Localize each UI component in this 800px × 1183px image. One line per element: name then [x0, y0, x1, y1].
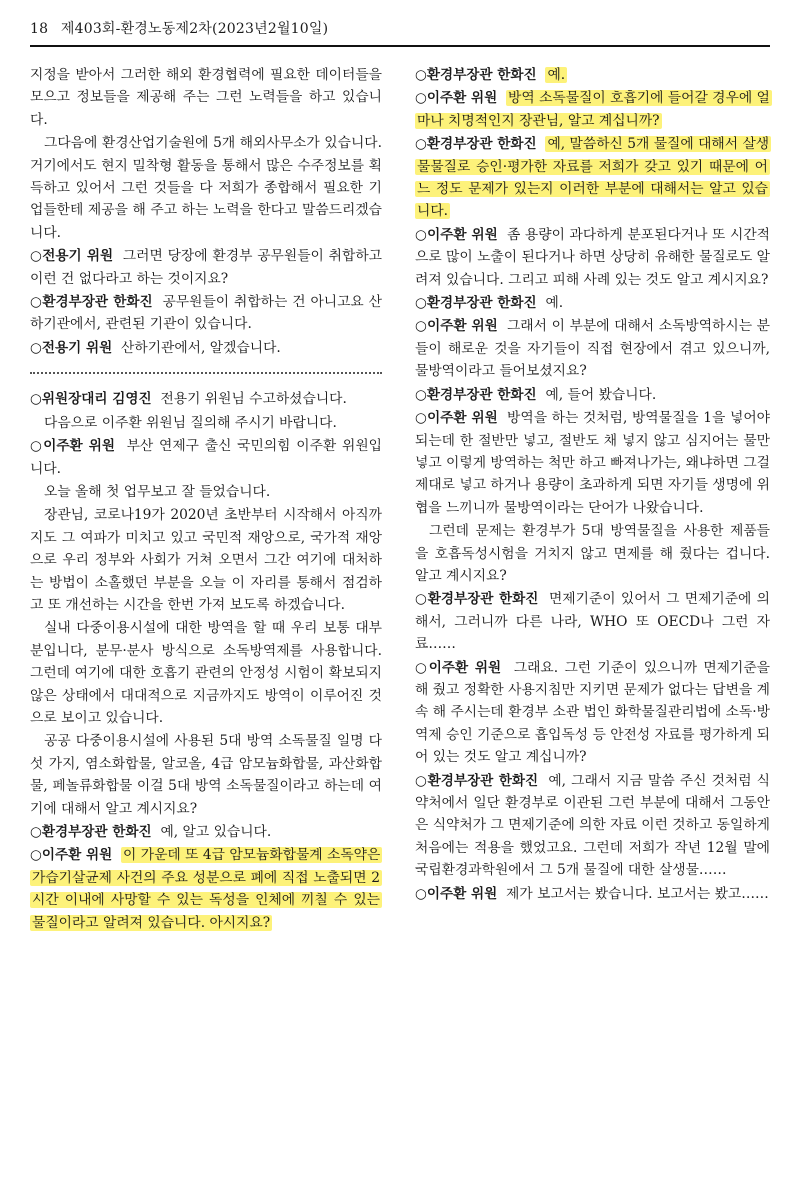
speech-paragraph: [415, 588, 770, 655]
speech-text: 전용기 위원님 수고하셨습니다.: [160, 391, 347, 408]
speech-paragraph: [415, 87, 770, 132]
session-title: 제403회-환경노동제2차(2023년2월10일): [60, 21, 329, 37]
speaker-name: ○이주환 위원: [30, 438, 116, 455]
highlighted-text: 예.: [547, 67, 566, 83]
paragraph: 실내 다중이용시설에 대한 방역을 할 때 우리 보통 대부분입니다, 분무·분사 방식으로 소독방역제를 사용합니다. 그런데 여기에 대한 호흡기 관련의 안정성 시험이 확보되지 않은 상태에서 대대적으로 지금까지도 방역이 이루어진 것으로 보이고 있습니다.: [30, 620, 382, 726]
speech-paragraph: [30, 821, 382, 843]
left-column: [30, 64, 382, 935]
speech-paragraph: [30, 844, 382, 934]
speech-text: 방역을 하는 것처럼, 방역물질을 1을 넣어야 되는데 한 절반만 넣고, 절반도 채 넣지 않고 심지어는 물만 넣고 이렇게 방역하는 척만 하고 빠져나가는, 왜냐하면 그걸 제대로 넣고 하거나 용량이 초과하게 되면 자기들 생명에 위협을 느끼니까 물방역이라는 단어가 나왔습니다.: [415, 410, 770, 516]
speech-text: 공무원들이 취합하는 건 아니고요 산하기관에서, 관련된 기관이 있습니다.: [30, 294, 382, 333]
speech-paragraph: [30, 291, 382, 336]
speaker-name: ○환경부장관 한화진: [415, 772, 539, 789]
speaker-name: ○전용기 위원: [30, 248, 114, 265]
speaker-name: ○환경부장관 한화진: [30, 824, 152, 840]
speaker-name: ○이주환 위원: [415, 90, 498, 107]
speech-paragraph: [415, 224, 770, 291]
page-number: 18: [30, 21, 49, 37]
speech-text: 그래요. 그런 기준이 있으니까 면제기준을 해 줬고 정확한 사용지침만 지키면 문제가 없다는 답변을 계속 해 주시는데 환경부 소관 법인 화학물질관리법에 소독·방역제 승인 기준으로 흡입독성 등 안전성 자료를 평가하게 되어 있는 것도 알고 계십니까?: [415, 659, 770, 766]
highlighted-text: 이 가운데 또 4급 암모늄화합물계 소독약은 가습기살균제 사건의 주요 성분으로 폐에 직접 노출되면 2시간 이내에 사망할 수 있는 독성을 인체에 끼칠 수 있는 물질이라고 알려져 있습니다. 아시지요?: [32, 847, 381, 931]
header-rule: [30, 45, 770, 47]
speech-text: 산하기관에서, 알겠습니다.: [121, 339, 281, 356]
speech-paragraph: [30, 435, 382, 480]
speaker-name: ○전용기 위원: [30, 339, 113, 356]
paragraph: 그런데 문제는 환경부가 5대 방역물질을 사용한 제품들을 호흡독성시험을 거치지 않고 면제를 해 줬다는 겁니다. 알고 계시지요?: [415, 523, 770, 584]
speech-text: 면제기준이 있어서 그 면제기준에 의해서, 그러니까 다른 나라, WHO 또 OECD나 그런 자료……: [415, 591, 770, 653]
dotted-separator: [30, 372, 382, 374]
speaker-name: ○이주환 위원: [415, 410, 498, 427]
speech-paragraph: [415, 883, 770, 905]
speech-paragraph: [415, 384, 770, 406]
speaker-name: ○이주환 위원: [30, 847, 113, 864]
speaker-name: ○환경부장관 한화진: [415, 136, 537, 153]
speech-text: 제가 보고서는 봤습니다. 보고서는 봤고……: [506, 885, 769, 902]
speech-paragraph: [415, 770, 770, 882]
speaker-name: ○환경부장관 한화진: [415, 67, 537, 83]
paragraph: 지정을 받아서 그러한 해외 환경협력에 필요한 데이터들을 모으고 정보들을 제공해 주는 그런 노력들을 하고 있습니다.: [30, 67, 382, 128]
speech-paragraph: [30, 245, 382, 290]
speaker-name: ○이주환 위원: [415, 659, 502, 676]
speech-paragraph: [415, 407, 770, 519]
speaker-name: ○이주환 위원: [415, 318, 498, 335]
speaker-name: ○환경부장관 한화진: [30, 294, 153, 311]
speech-text: 예.: [545, 295, 564, 312]
speech-paragraph: [30, 337, 382, 359]
highlighted-text: 예, 말씀하신 5개 물질에 대해서 살생물물질로 승인·평가한 자료를 저희가 갖고 있기 때문에 어느 정도 문제가 있는지 이러한 부분에 대해서는 알고 있습니다.: [417, 136, 770, 220]
speech-text: 예, 그래서 지금 말씀 주신 것처럼 식약처에서 일단 환경부로 이관된 그런 부분에 대해서 그동안은 식약처가 그 면제기준에 의한 자료 이런 것하고 동일하게 처음에는 적용을 했었고요. 그런데 저희가 작년 12월 말에 국립환경과학원에서 그 5개 물질에 대한 살생물……: [415, 772, 770, 879]
paragraph: 공공 다중이용시설에 사용된 5대 방역 소독물질 일명 다섯 가지, 염소화합물, 알코올, 4급 암모늄화합물, 과산화합물, 페놀류화합물 이걸 5대 방역 소독물질이라고 하는데 여기에 대해서 알고 계시지요?: [30, 733, 382, 817]
speaker-name: ○환경부장관 한화진: [415, 386, 537, 403]
speaker-name: ○환경부장관 한화진: [415, 591, 539, 608]
speaker-name: ○이주환 위원: [415, 885, 498, 902]
paragraph: 장관님, 코로나19가 2020년 초반부터 시작해서 아직까지도 그 여파가 미치고 있고 국민적 재앙으로, 국가적 재앙으로 우리 정부와 사회가 거쳐 오면서 그간 여기에 대처하는 방법이 소홀했던 부분을 오늘 이 자리를 통해서 점검하고 또 개선하는 시간을 한번 가져 보도록 하겠습니다.: [30, 507, 382, 613]
highlighted-text: 방역 소독물질이 호흡기에 들어갈 경우에 얼마나 치명적인지 장관님, 알고 계십니까?: [417, 90, 770, 129]
speaker-name: ○이주환 위원: [415, 226, 498, 243]
speaker-name: ○환경부장관 한화진: [415, 295, 537, 312]
speaker-name: ○위원장대리 김영진: [30, 391, 152, 408]
speech-text: 그래서 이 부분에 대해서 소독방역하시는 분들이 해로운 것을 자기들이 직접 현장에서 겪고 있으니까, 물방역이라고 들어보셨지요?: [415, 318, 770, 380]
speech-paragraph: [30, 388, 382, 410]
speech-text: 예, 알고 있습니다.: [160, 824, 272, 840]
speech-text: 예, 들어 봤습니다.: [545, 386, 657, 403]
speech-paragraph: [415, 133, 770, 223]
speech-paragraph: [415, 64, 770, 86]
speech-text: 그러면 당장에 환경부 공무원들이 취합하고 이런 건 없다라고 하는 것이지요?: [30, 248, 382, 287]
paragraph: 그다음에 환경산업기술원에 5개 해외사무소가 있습니다. 거기에서도 현지 밀착형 활동을 통해서 많은 수주정보를 획득하고 있어서 그런 것들을 다 저희가 종합해서 필요한 기업들한테 제공을 해 주고 하는 노력을 한다고 말씀드리겠습니다.: [30, 135, 382, 241]
page-header: [30, 18, 328, 38]
right-column: [415, 64, 770, 906]
speech-text: 좀 용량이 과다하게 분포된다거나 또 시간적으로 많이 노출이 된다거나 하면 상당히 유해한 물질로도 알려져 있습니다. 그리고 피해 사례 있는 것도 알고 계시지요?: [415, 226, 770, 288]
paragraph: 오늘 올해 첫 업무보고 잘 들었습니다.: [44, 483, 271, 500]
speech-paragraph: [415, 657, 770, 769]
speech-paragraph: [415, 315, 770, 382]
speech-text: 부산 연제구 출신 국민의힘 이주환 위원입니다.: [30, 438, 382, 477]
paragraph: 다음으로 이주환 위원님 질의해 주시기 바랍니다.: [44, 414, 337, 431]
speech-paragraph: [415, 292, 770, 314]
